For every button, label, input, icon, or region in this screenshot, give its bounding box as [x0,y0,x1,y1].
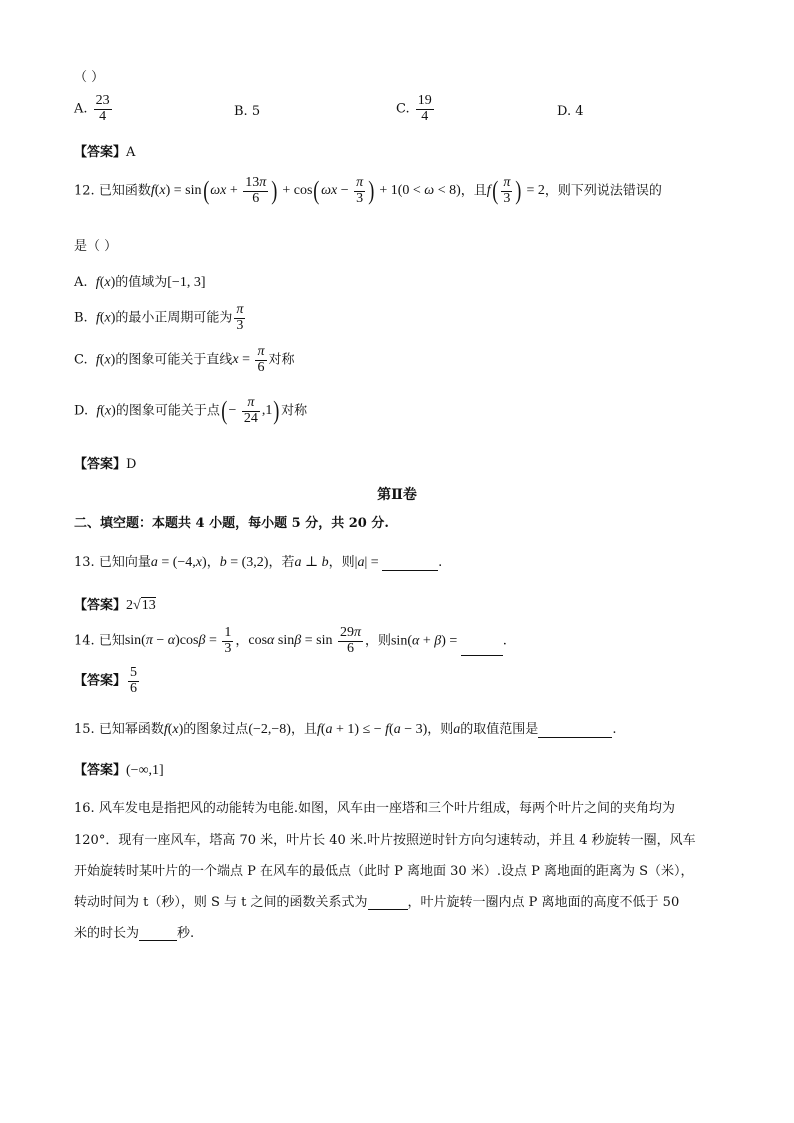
q11-option-a-fraction: $\frac{23}{4}$ [95,93,110,124]
q16-line2: 120°．现有一座风车，塔高 70 米，叶片长 40 米.叶片按照逆时针方向匀速转动，并且 4 秒旋转一圈，风车 [74,833,696,848]
q12-option-a: A. f(x)的值域为[−1, 3] [74,275,206,290]
q12-option-d: D. f(x)的图象可能关于点(− $\frac{\pi}{24}$ ,1)对称 [74,395,308,426]
q12-option-b: B. f(x)的最小正周期可能为 $\frac{\pi}{3}$ [74,302,244,333]
q11-option-c: C. $\frac{19}{4}$ [396,93,432,124]
q12-stem: 12. 已知函数f(x) = sin(ωx + $\frac{13\pi}{6}$ ) + cos(ωx − $\frac{\pi}{3}$ ) + 1(0 < ω < 8)，且f( $\frac{\pi}{3}$ ) = 2，则下列说法错误的 [74,175,662,206]
q13-stem: 13. 已知向量a = (−4,x)，b = (3,2)，若a ⊥ b，则|a| = . [74,555,443,570]
section-heading: 二、填空题：本题共 4 小题，每小题 5 分，共 20 分. [74,516,389,531]
section-title: 第Ⅱ卷 [377,487,417,503]
q16-blank-2[interactable] [139,925,177,941]
q16-line3: 开始旋转时某叶片的一个端点 P 在风车的最低点（此时 P 离地面 30 米）.设点 P 离地面的距离为 S（米）， [74,864,694,879]
q11-option-a: A. $\frac{23}{4}$ [74,93,110,124]
q11-answer: 【答案】A [74,145,136,160]
q16-line4: 转动时间为 t（秒），则 S 与 t 之间的函数关系式为 ，叶片旋转一圈内点 P 离地面的高度不低于 50 [74,895,680,910]
q14-blank[interactable] [461,640,503,656]
q16-blank-1[interactable] [368,894,408,910]
q15-answer: 【答案】(−∞,1] [74,763,164,778]
q12-function: f(x) = sin(ωx + $\frac{13\pi}{6}$ ) + cos(ωx − $\frac{\pi}{3}$ ) + 1(0 < ω < 8) [150,175,461,206]
q13-answer: 【答案】2√13 [74,598,156,613]
q14-answer: 【答案】 $\frac{5}{6}$ [74,665,138,696]
q16-line1: 16. 风车发电是指把风的动能转为电能.如图，风车由一座塔和三个叶片组成，每两个叶片之间的夹角均为 [74,801,675,816]
q11-option-b: B. 5 [234,104,261,119]
q12-stem-line2: 是（ ） [74,239,118,254]
q11-option-c-fraction: $\frac{19}{4}$ [417,93,432,124]
q15-blank[interactable] [538,722,612,738]
q12-option-c: C. f(x)的图象可能关于直线x = $\frac{\pi}{6}$ 对称 [74,344,295,375]
q13-blank[interactable] [382,555,438,571]
q15-stem: 15. 已知幂函数f(x)的图象过点(−2,−8)，且f(a + 1) ≤ − f(a − 3)，则a的取值范围是 . [74,722,617,737]
q16-line5: 米的时长为 秒. [74,926,195,941]
q11-option-d: D. 4 [557,104,584,119]
q14-stem: 14. 已知sin(π − α)cosβ = $\frac{1}{3}$ ，cosα sinβ = sin $\frac{29\pi}{6}$ ，则sin(α + β) = . [74,625,507,656]
q11-paren: （ ） [74,70,105,85]
q12-answer: 【答案】D [74,457,137,472]
